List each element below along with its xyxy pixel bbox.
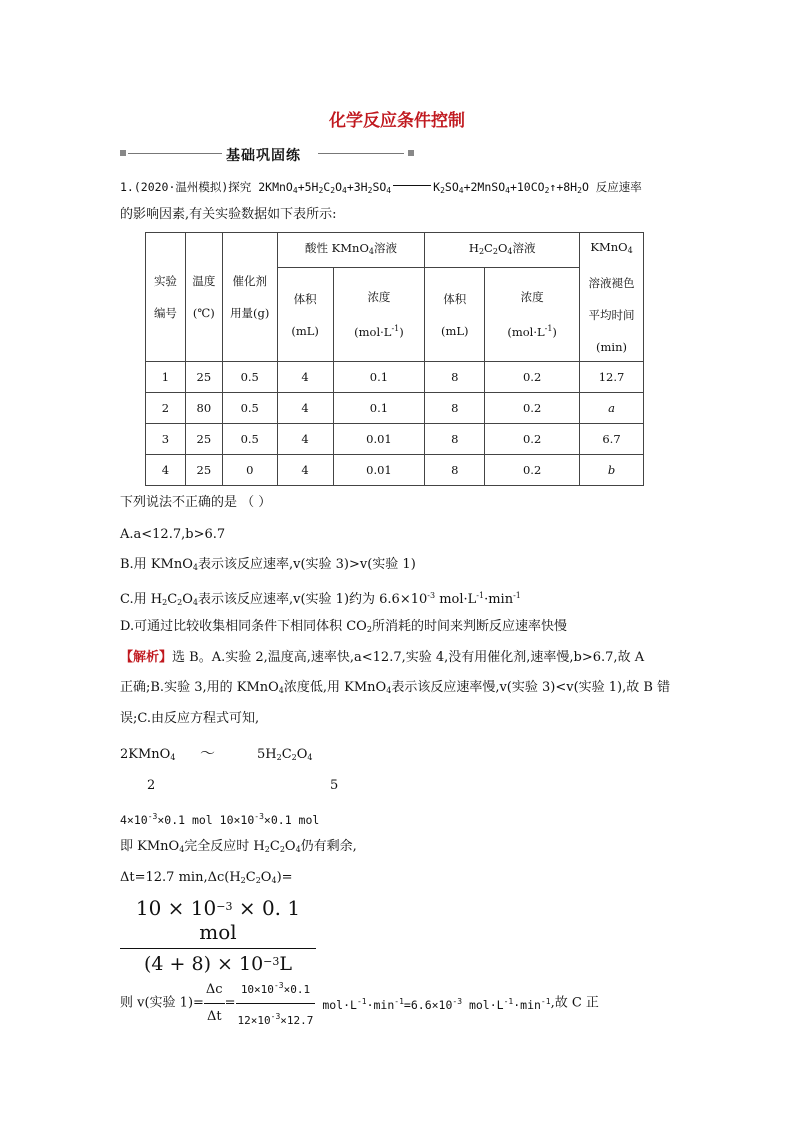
equation-left: 2KMnO$_4$ [120, 747, 176, 762]
analysis-tag: 【解析】 [120, 650, 173, 665]
concentration-fraction [120, 896, 316, 975]
question-1-intro: 1.(2020·温州模拟)探究 $2KMnO_4+5H_2C_2O_4+3H_2SO_4$ $K_2SO_4+2MnSO_4+10CO_2↑+8H_2O$ 反应速率 [120, 180, 642, 195]
page-title: 化学反应条件控制 [329, 111, 465, 131]
section-dot-right [408, 150, 414, 156]
section-label: 基础巩固练 [226, 148, 301, 164]
coef-left: 2 [147, 778, 156, 793]
table-row: 4 25 0 4 0.01 8 0.2 b [146, 455, 644, 486]
header-kmno4-solution: 酸性 KMnO$_4$溶液 [277, 233, 425, 268]
header-h2c2o4-conc: 浓度 $(mol\cdot L^{-1})$ [485, 268, 580, 362]
analysis-line-3: 误;C.由反应方程式可知, [120, 711, 260, 726]
header-temperature: 温度 (℃) [185, 233, 222, 362]
section-dot-left [120, 150, 126, 156]
section-line-left [128, 153, 222, 154]
question-prompt: 下列说法不正确的是 （ ） [120, 495, 272, 510]
analysis-line-2: 正确;B.实验 3,用的 KMnO$_4$浓度低,用 KMnO$_4$表示该反应速率慢,v(实验 3)<v(实验 1),故 B 错 [120, 680, 671, 695]
amounts-line: $4\times 10^{-3}\times 0.1$ mol $10\times 10^{-3}\times 0.1$ mol [120, 812, 320, 827]
header-fade-time: KMnO$_4$ 溶液褪色 平均时间 (min) [580, 233, 644, 362]
experiment-table [145, 232, 644, 486]
question-1-intro-2: 的影响因素,有关实验数据如下表所示: [120, 207, 337, 222]
option-b: B.用 KMnO$_4$表示该反应速率,v(实验 3)>v(实验 1) [120, 557, 416, 572]
equation-arrow [393, 185, 431, 186]
delta-line: Δt=12.7 $\min,\Delta c(H_2C_2O_4)=$ [120, 870, 293, 885]
table-row: 1 25 0.5 4 0.1 8 0.2 12.7 [146, 362, 644, 393]
analysis-line-1: 【解析】选 B。A.实验 2,温度高,速率快,a<12.7,实验 4,没有用催化剂,速率慢,b>6.7,故 A [120, 650, 645, 665]
option-d: D.可通过比较收集相同条件下相同体积 $CO_2$所消耗的时间来判断反应速率快慢 [120, 619, 567, 634]
fraction-numerator: $10 \times 10^{-3} \times 0$. 1 mol [135, 896, 301, 944]
equation-tilde: ～ [200, 744, 216, 762]
coef-right: 5 [330, 778, 339, 793]
equation-right: $5H_2C_2O_4$ [257, 747, 313, 762]
section-line-right [318, 153, 404, 154]
fraction-denominator: $(4 + 8) \times 10^{-3}L$ [143, 953, 293, 975]
option-c: C.用 $H_2C_2O_4$表示该反应速率,v(实验 1)约为 $6.6\times 10^{-3}$ $mol\cdot L^{-1}\cdot\min^{-1}$ [120, 591, 521, 607]
header-exp-number: 实验 编号 [146, 233, 186, 362]
option-a: A.a<12.7,b>6.7 [120, 527, 226, 542]
header-h2c2o4-volume: 体积 (mL) [425, 268, 485, 362]
header-catalyst: 催化剂 用量(g) [222, 233, 277, 362]
header-kmno4-conc: 浓度 $(mol\cdot L^{-1})$ [333, 268, 425, 362]
table-row: 2 80 0.5 4 0.1 8 0.2 a [146, 393, 644, 424]
remainder-line: 即 KMnO$_4$完全反应时 $H_2C_2O_4$仍有剩余, [120, 839, 357, 854]
final-calculation: 则 v(实验 1)= $\frac{\Delta c}{\Delta t}$ = $\frac{10\times 10^{-3}\times 0.1}{12\times 10^{-3}\times 12.7}$ $mol\cdot L^{-1}\cdot\min^{-1}=6.6\times 10^{-3}$ $mol\cdot L^{-1}\cdot\min^{-1}$,故 C 正 [120, 974, 599, 1033]
section-header [120, 144, 416, 164]
header-h2c2o4-solution: $H_2C_2O_4$溶液 [425, 233, 580, 268]
header-kmno4-volume: 体积 (mL) [277, 268, 333, 362]
table-row: 3 25 0.5 4 0.01 8 0.2 6.7 [146, 424, 644, 455]
